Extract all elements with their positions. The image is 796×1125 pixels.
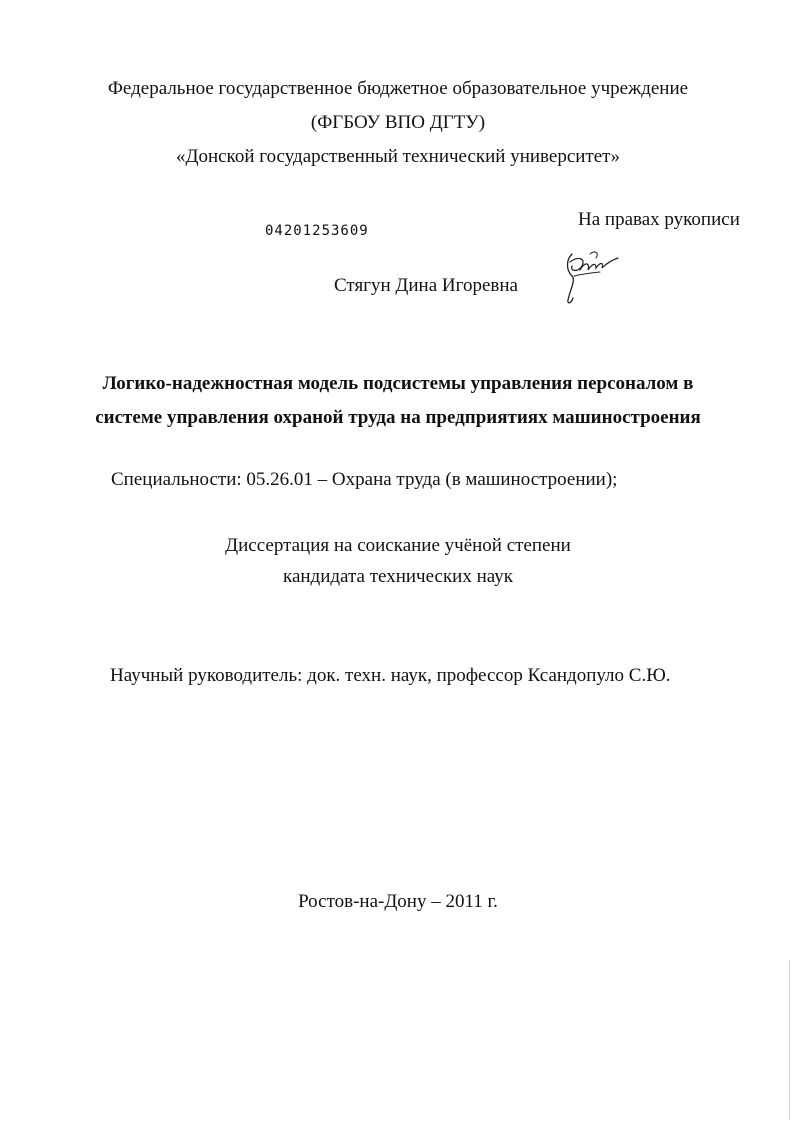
degree-line-1: Диссертация на соискание учёной степени bbox=[225, 535, 571, 556]
university-name: «Донской государственный технический университет» bbox=[176, 146, 620, 167]
author-signature bbox=[560, 246, 622, 308]
scan-edge-line bbox=[789, 960, 790, 1120]
specialty-text: Специальности: 05.26.01 – Охрана труда (в машиностроении); bbox=[111, 469, 618, 490]
author-name: Стягун Дина Игоревна bbox=[334, 275, 518, 296]
institution-line: Федеральное государственное бюджетное образовательное учреждение bbox=[107, 78, 689, 99]
title-line-2: системе управления охраной труда на предприятиях машиностроения bbox=[95, 407, 701, 428]
manuscript-rights: На правах рукописи bbox=[578, 209, 740, 230]
degree-line-2: кандидата технических наук bbox=[283, 566, 513, 587]
institution-abbrev: (ФГБОУ ВПО ДГТУ) bbox=[310, 112, 486, 133]
title-line-1: Логико-надежностная модель подсистемы управления персоналом в bbox=[102, 373, 694, 394]
supervisor-text: Научный руководитель: док. техн. наук, профессор Ксандопуло С.Ю. bbox=[110, 665, 671, 686]
registry-number: 04201253609 bbox=[265, 223, 369, 239]
place-year: Ростов-на-Дону – 2011 г. bbox=[298, 891, 498, 912]
